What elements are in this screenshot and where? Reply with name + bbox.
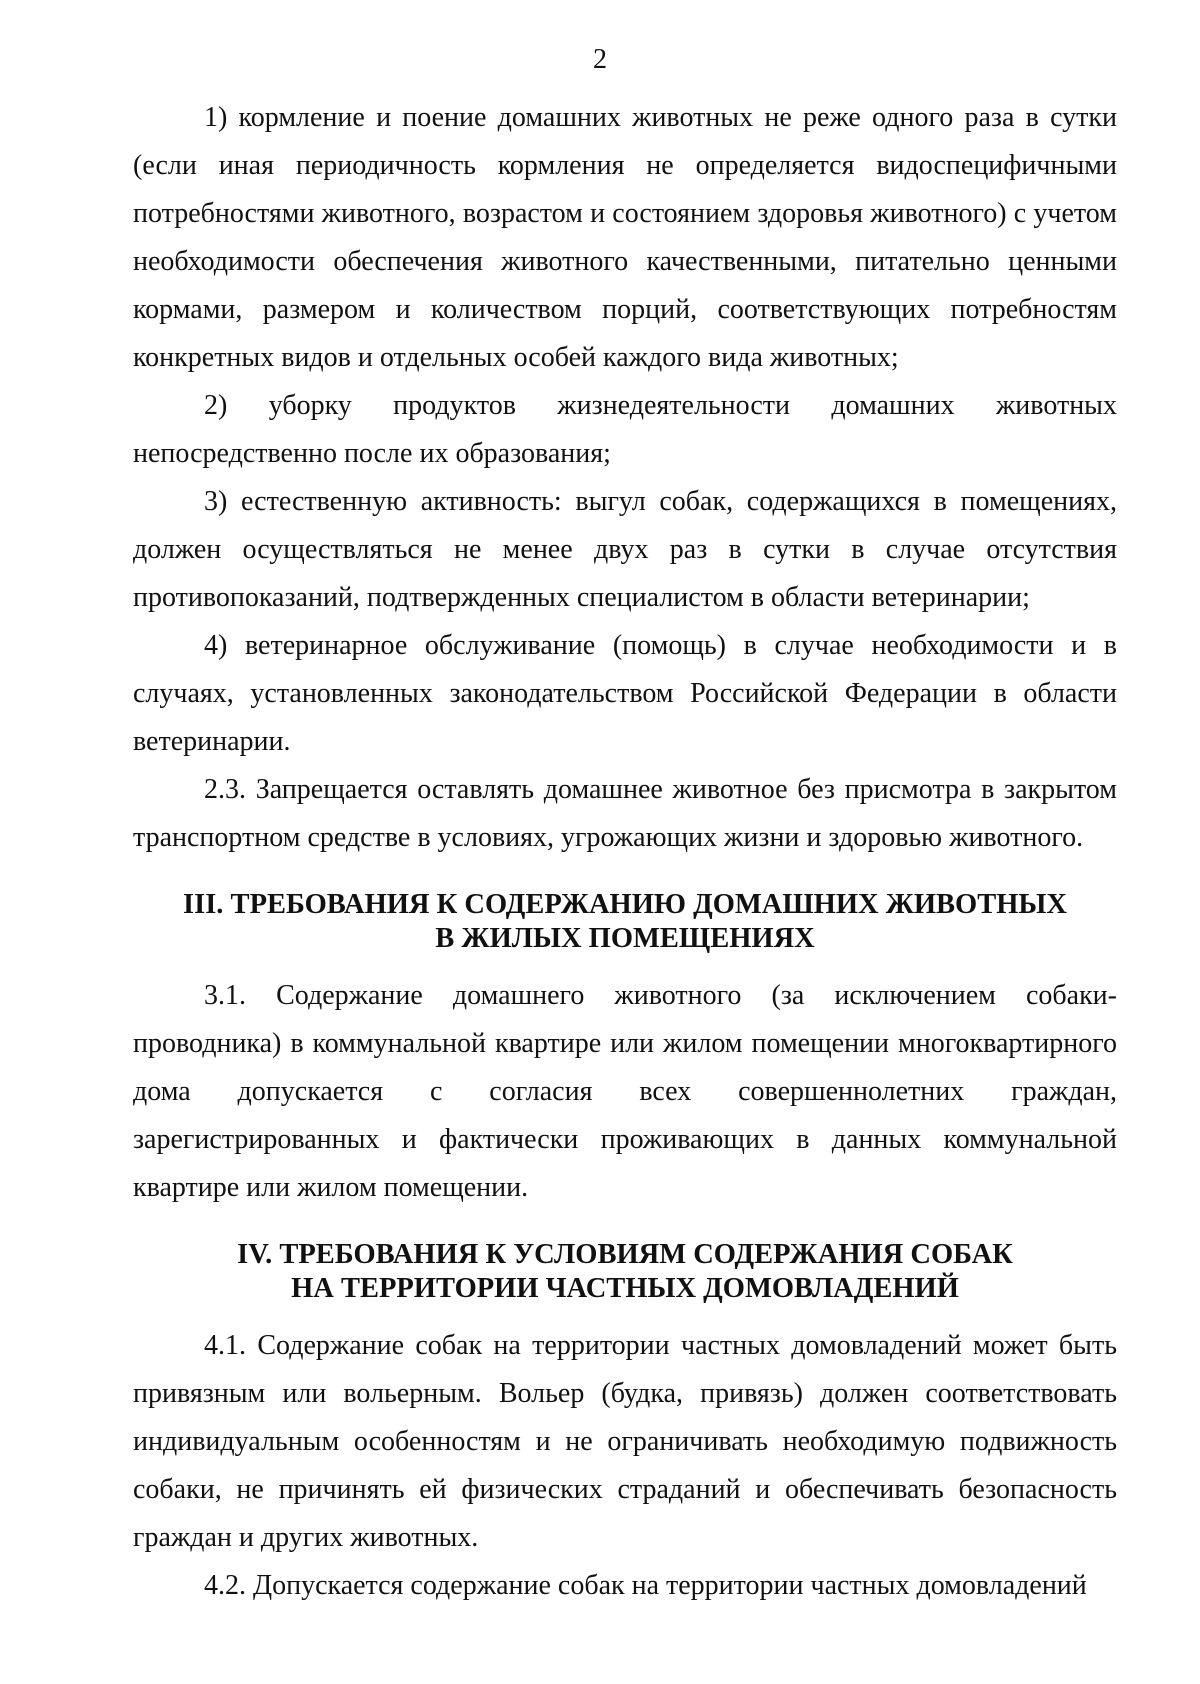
section-4-heading-line-1: IV. ТРЕБОВАНИЯ К УСЛОВИЯМ СОДЕРЖАНИЯ СОБАК	[237, 1239, 1013, 1270]
clause-3-1: 3.1. Содержание домашнего животного (за исключением собаки-проводника) в коммунальной квартире или жилом помещении многоквартирного дома допускается с согласия всех совершеннолетних граждан, зарегистрированных и фактически проживающих в данных коммунальной квартире или жилом помещении.	[133, 980, 1117, 1203]
section-4-heading	[133, 1238, 1117, 1306]
list-item-veterinary-care: 4) ветеринарное обслуживание (помощь) в случае необходимости и в случаях, установленных законодательством Российской Федерации в области ветеринарии.	[133, 630, 1117, 757]
list-item-feeding: 1) кормление и поение домашних животных не реже одного раза в сутки (если иная периодичность кормления не определяется видоспецифичными потребностями животного, возрастом и состоянием здоровья животного) с учетом необходимости обеспечения животного качественными, питательно ценными кормами, размером и количеством порций, соответствующих потребностям конкретных видов и отдельных особей каждого вида животных;	[133, 102, 1117, 373]
clause-2-3: 2.3. Запрещается оставлять домашнее животное без присмотра в закрытом транспортном средстве в условиях, угрожающих жизни и здоровью животного.	[133, 774, 1117, 853]
section-3-heading-line-2: В ЖИЛЫХ ПОМЕЩЕНИЯХ	[435, 923, 815, 954]
section-3-heading	[133, 888, 1117, 956]
section-3-heading-line-1: III. ТРЕБОВАНИЯ К СОДЕРЖАНИЮ ДОМАШНИХ ЖИВОТНЫХ	[183, 889, 1067, 920]
page-number: 2	[593, 44, 607, 75]
list-item-waste-cleanup: 2) уборку продуктов жизнедеятельности домашних животных непосредственно после их образования;	[133, 390, 1117, 469]
section-4-heading-line-2: НА ТЕРРИТОРИИ ЧАСТНЫХ ДОМОВЛАДЕНИЙ	[291, 1273, 959, 1304]
document-body	[133, 94, 1117, 1610]
clause-4-1: 4.1. Содержание собак на территории частных домовладений может быть привязным или вольерным. Вольер (будка, привязь) должен соответствовать индивидуальным особенностям и не ограничивать необходимую подвижность собаки, не причинять ей физических страданий и обеспечивать безопасность граждан и других животных.	[133, 1330, 1117, 1553]
clause-4-2: 4.2. Допускается содержание собак на территории частных домовладений	[204, 1570, 1087, 1601]
list-item-natural-activity: 3) естественную активность: выгул собак, содержащихся в помещениях, должен осуществляться не менее двух раз в сутки в случае отсутствия противопоказаний, подтвержденных специалистом в области ветеринарии;	[133, 486, 1117, 613]
